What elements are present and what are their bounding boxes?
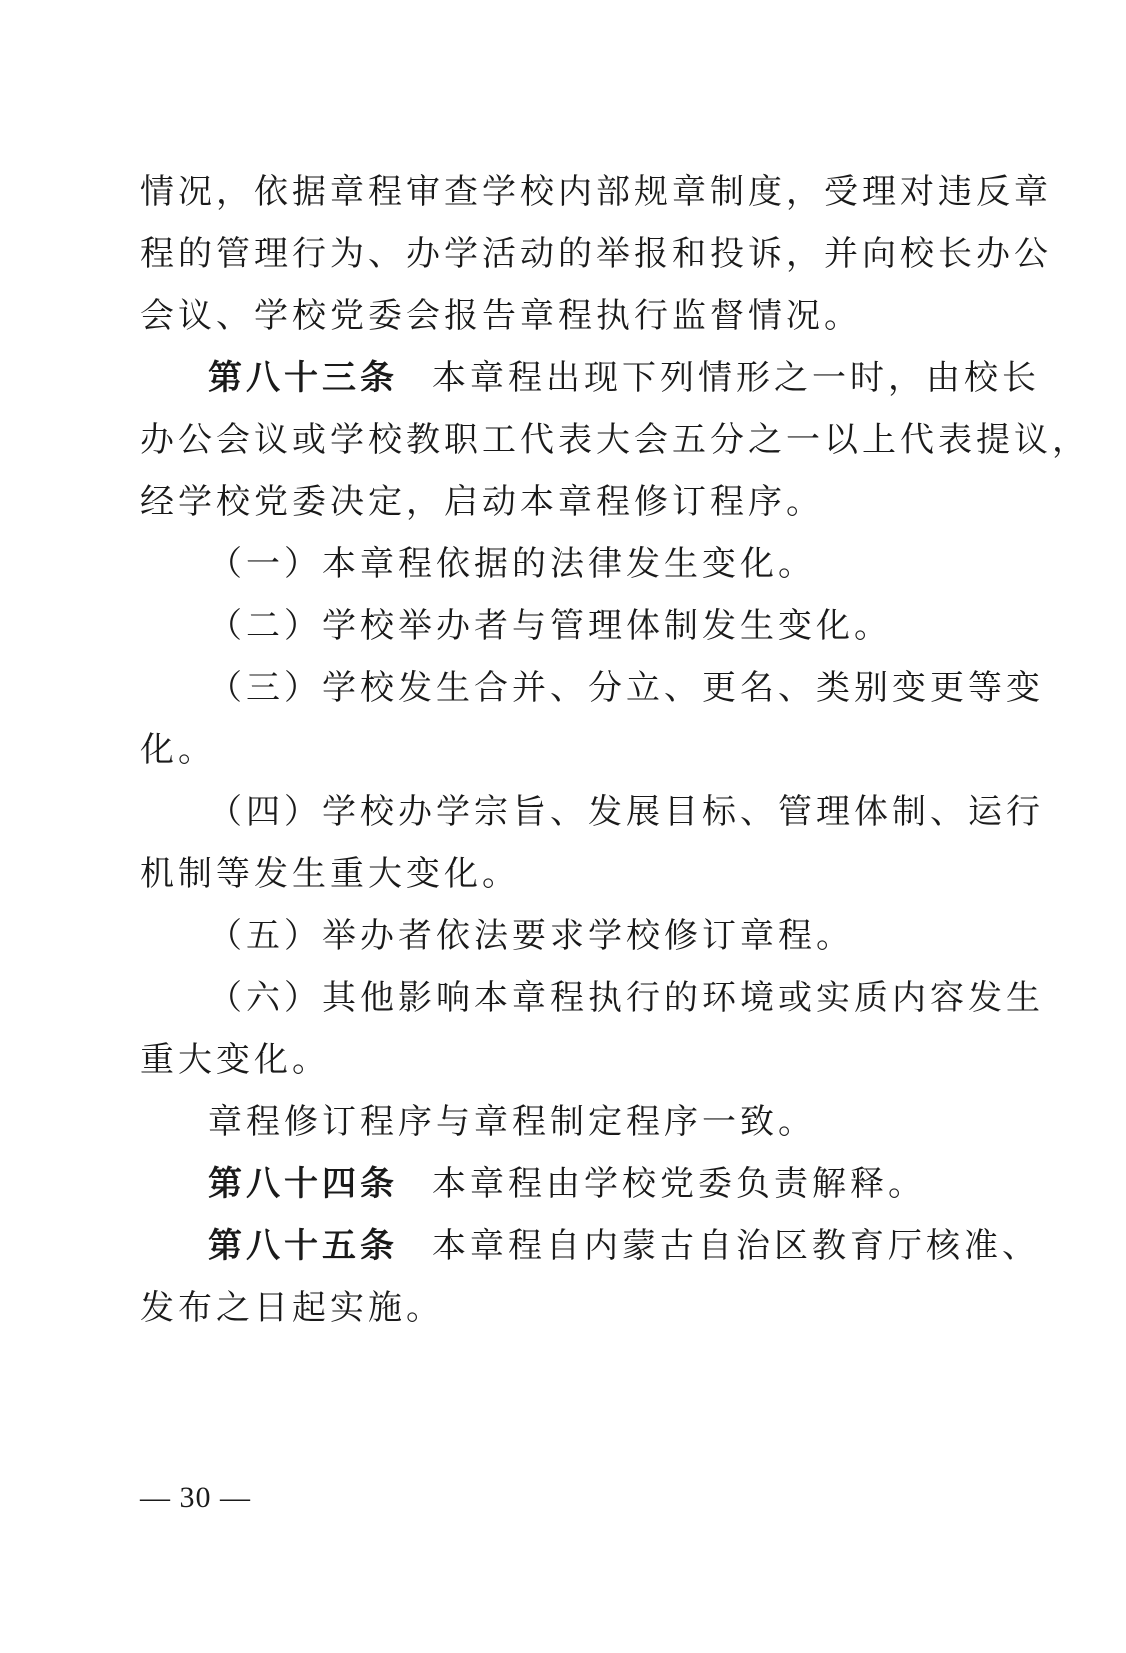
article-83-first-line	[208, 358, 1040, 398]
article-85-first-line	[208, 1226, 1040, 1266]
article-83-item-3-cont: 化。	[140, 730, 216, 770]
article-83-item-6: （六）其他影响本章程执行的环境或实质内容发生	[208, 978, 1044, 1018]
article-85-text-1: 本章程自内蒙古自治区教育厅核准、	[432, 1226, 1040, 1266]
article-84-text: 本章程由学校党委负责解释。	[432, 1164, 926, 1204]
article-85-label: 第八十五条	[208, 1226, 398, 1266]
article-83-closing: 章程修订程序与章程制定程序一致。	[208, 1102, 816, 1142]
article-83-label: 第八十三条	[208, 358, 398, 398]
article-83-item-6-cont: 重大变化。	[140, 1040, 330, 1080]
body-line-3: 会议、学校党委会报告章程执行监督情况。	[140, 296, 862, 336]
article-83-item-4-cont: 机制等发生重大变化。	[140, 854, 520, 894]
article-83-item-1: （一）本章程依据的法律发生变化。	[208, 544, 816, 584]
article-84-line	[208, 1164, 926, 1204]
article-83-item-4: （四）学校办学宗旨、发展目标、管理体制、运行	[208, 792, 1044, 832]
article-85-text-2: 发布之日起实施。	[140, 1288, 444, 1328]
article-83-text-3: 经学校党委决定，启动本章程修订程序。	[140, 482, 824, 522]
article-83-text-2: 办公会议或学校教职工代表大会五分之一以上代表提议，	[140, 420, 1090, 460]
page-number: — 30 —	[140, 1481, 251, 1514]
article-84-label: 第八十四条	[208, 1164, 398, 1204]
article-83-item-3: （三）学校发生合并、分立、更名、类别变更等变	[208, 668, 1044, 708]
article-83-item-5: （五）举办者依法要求学校修订章程。	[208, 916, 854, 956]
article-83-text-1: 本章程出现下列情形之一时，由校长	[432, 358, 1040, 398]
body-line-2: 程的管理行为、办学活动的举报和投诉，并向校长办公	[140, 234, 1052, 274]
body-line-1: 情况，依据章程审查学校内部规章制度，受理对违反章	[140, 172, 1052, 212]
article-83-item-2: （二）学校举办者与管理体制发生变化。	[208, 606, 892, 646]
